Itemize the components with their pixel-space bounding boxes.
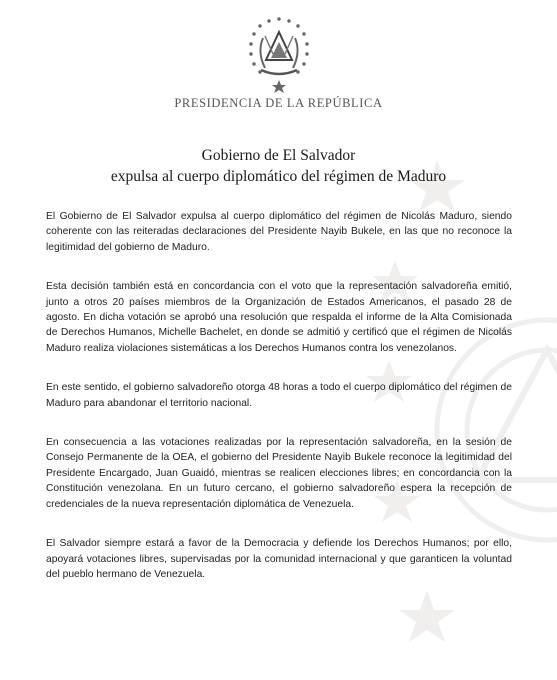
paragraph-3: En este sentido, el gobierno salvadoreño otorga 48 horas a todo el cuerpo diplomático del régimen de Maduro para abandonar el territorio nacional. — [46, 382, 512, 409]
body-text — [46, 209, 512, 606]
paragraph-1: El Gobierno de El Salvador expulsa al cuerpo diplomático del régimen de Nicolás Maduro, siendo coherente con las reiteradas declaraciones del Presidente Nayib Bukele, en las que no reconoce la legitimidad del gobierno de Maduro. — [46, 211, 512, 253]
el-salvador-coat-of-arms-icon — [243, 14, 315, 94]
title-line-1: Gobierno de El Salvador — [201, 147, 356, 164]
paragraph-4: En consecuencia a las votaciones realizadas por la representación salvadoreña, en la sesión de Consejo Permanente de la OEA, el gobierno del Presidente Nayib Bukele reconoce la legitimidad del Presidente Encargado, Juan Guaidó, mientras se realicen elecciones libres; en concordancia con la Constitución venezolana. En un futuro cercano, el gobierno salvadoreño espera la recepción de credenciales de la nueva representación diplomática de Venezuela. — [46, 437, 512, 510]
paragraph-5: El Salvador siempre estará a favor de la Democracia y defiende los Derechos Humanos; por ello, apoyará votaciones libres, supervisadas por la comunidad internacional y que garanticen la voluntad del pueblo hermano de Venezuela. — [46, 538, 512, 580]
presidencia-header: PRESIDENCIA DE LA REPÚBLICA — [174, 96, 383, 110]
paragraph-2: Esta decisión también está en concordancia con el voto que la representación salvadoreña emitió, junto a otros 20 países miembros de la Organización de Estados Americanos, el pasado 28 de agosto. En dicha votación se aprobó una resolución que respalda el informe de la Alta Comisionada de Derechos Humanos, Michelle Bachelet, en donde se admitió y certificó que el régimen de Nicolás Maduro realiza violaciones sistemáticas a los Derechos Humanos contra los venezolanos. — [46, 281, 512, 354]
title-line-2: expulsa al cuerpo diplomático del régimen de Maduro — [110, 168, 447, 185]
page-title — [0, 145, 557, 187]
